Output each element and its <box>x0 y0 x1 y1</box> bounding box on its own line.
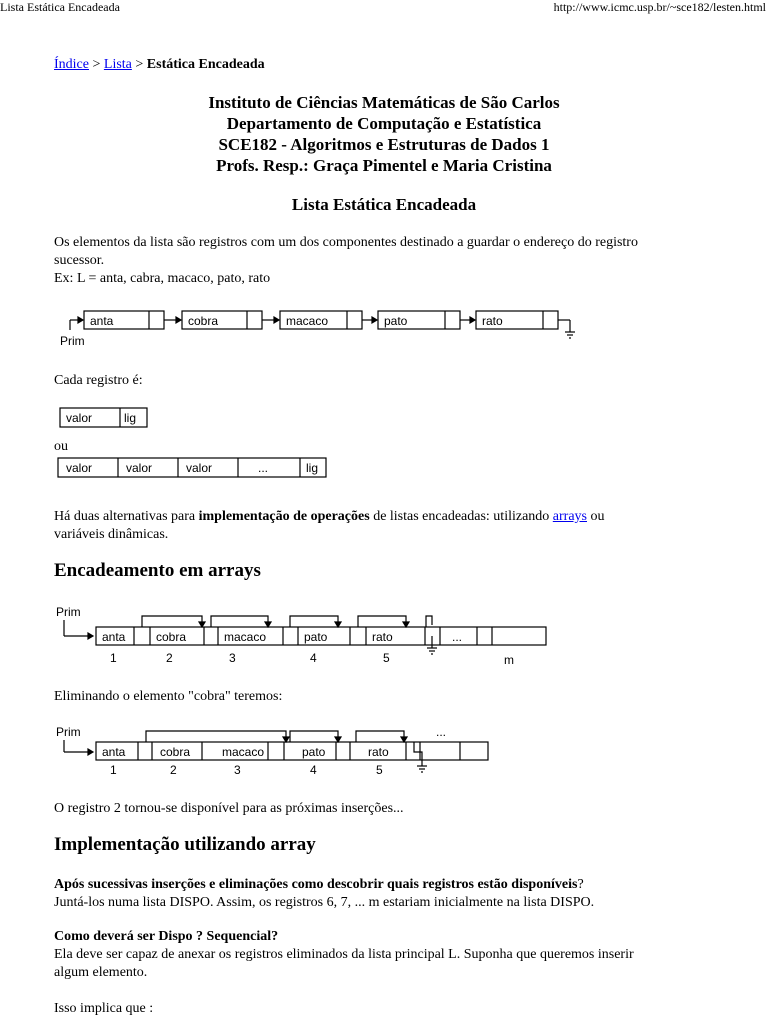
array-index: 3 <box>229 651 236 665</box>
question-2-line: Ela deve ser capaz de anexar os registros eliminados da lista principal L. Suponha que queremos inserir <box>54 947 634 962</box>
alternatives-text: ou <box>587 509 605 524</box>
linked-list-diagram <box>54 304 594 350</box>
breadcrumb-separator: > <box>131 57 147 72</box>
intro-paragraph <box>54 234 714 288</box>
array-cell: macaco <box>224 630 267 644</box>
array-index: 4 <box>310 651 317 665</box>
array-index: 3 <box>234 763 241 777</box>
implies-text: Isso implica que : <box>54 1001 154 1016</box>
array-index: 4 <box>310 763 317 777</box>
breadcrumb-index-link[interactable]: Índice <box>54 57 89 72</box>
heading-professors: Profs. Resp.: Graça Pimentel e Maria Cristina <box>216 156 552 175</box>
page-header-url: http://www.icmc.usp.br/~sce182/lesten.html <box>553 0 766 14</box>
institution-headings <box>54 92 714 176</box>
record-diagram-single <box>54 406 154 430</box>
array-cell: anta <box>102 630 126 644</box>
prim-label: Prim <box>56 605 81 619</box>
question-2 <box>54 928 714 982</box>
breadcrumb-separator: > <box>88 57 104 72</box>
array-cell: anta <box>102 745 126 759</box>
prim-label: Prim <box>56 725 81 739</box>
alternatives-text: de listas encadeadas: utilizando <box>369 509 553 524</box>
dots-label: ... <box>436 725 447 739</box>
array-cell: ... <box>452 630 463 644</box>
heading-course: SCE182 - Algoritmos e Estruturas de Dados 1 <box>218 135 550 154</box>
node-label: pato <box>384 314 408 328</box>
array-index: m <box>504 653 514 667</box>
page-header-title: Lista Estática Encadeada <box>0 0 120 14</box>
record-intro: Cada registro é: <box>54 373 143 388</box>
breadcrumb-current: Estática Encadeada <box>146 57 265 72</box>
array-cell: macaco <box>222 745 265 759</box>
alternatives-paragraph <box>54 508 714 544</box>
heading-institute: Instituto de Ciências Matemáticas de São Carlos <box>208 93 560 112</box>
node-label: macaco <box>286 314 329 328</box>
intro-line: sucessor. <box>54 253 105 268</box>
array-diagram-after-removal <box>54 722 554 784</box>
array-cell: cobra <box>156 630 187 644</box>
array-cell: rato <box>372 630 393 644</box>
record-cell: valor <box>66 411 93 425</box>
page-title: Lista Estática Encadeada <box>291 195 477 214</box>
alternatives-text: Há duas alternativas para <box>54 509 199 524</box>
record-cell: ... <box>258 461 269 475</box>
array-index: 1 <box>110 651 117 665</box>
section-heading-arrays: Encadeamento em arrays <box>54 560 261 581</box>
array-index: 5 <box>383 651 390 665</box>
register-available-text: O registro 2 tornou-se disponível para as próximas inserções... <box>54 801 404 816</box>
array-index: 5 <box>376 763 383 777</box>
array-cell: cobra <box>160 745 191 759</box>
question-2-line: algum elemento. <box>54 965 148 980</box>
array-diagram-full <box>54 600 554 670</box>
alternatives-text: variáveis dinâmicas. <box>54 527 169 542</box>
question-mark: ? <box>577 877 584 892</box>
intro-line: Os elementos da lista são registros com um dos componentes destinado a guardar o endereço do registro <box>54 235 638 250</box>
alternatives-bold: implementação de operações <box>198 509 370 524</box>
record-cell: valor <box>126 461 153 475</box>
record-cell: valor <box>186 461 213 475</box>
array-cell: pato <box>302 745 326 759</box>
array-index: 2 <box>170 763 177 777</box>
record-diagram-multi <box>54 456 334 480</box>
question-1 <box>54 876 714 912</box>
heading-department: Departamento de Computação e Estatística <box>226 114 542 133</box>
breadcrumb <box>54 56 265 74</box>
node-label: anta <box>90 314 114 328</box>
prim-label: Prim <box>60 334 85 348</box>
array-cell: pato <box>304 630 328 644</box>
record-cell: valor <box>66 461 93 475</box>
section-heading-implementation: Implementação utilizando array <box>54 834 316 855</box>
node-label: cobra <box>188 314 219 328</box>
question-2-bold: Como deverá ser Dispo ? Sequencial? <box>54 929 279 944</box>
array-index: 1 <box>110 763 117 777</box>
record-cell: lig <box>306 461 319 475</box>
intro-example: Ex: L = anta, cabra, macaco, pato, rato <box>54 271 271 286</box>
or-text: ou <box>54 439 68 454</box>
array-index: 2 <box>166 651 173 665</box>
arrays-link[interactable]: arrays <box>552 509 587 524</box>
question-1-answer: Juntá-los numa lista DISPO. Assim, os registros 6, 7, ... m estariam inicialmente na lista DISPO. <box>54 895 595 910</box>
node-label: rato <box>482 314 503 328</box>
breadcrumb-list-link[interactable]: Lista <box>103 57 132 72</box>
eliminating-text: Eliminando o elemento "cobra" teremos: <box>54 689 283 704</box>
question-1-bold: Após sucessivas inserções e eliminações como descobrir quais registros estão disponíveis <box>54 877 578 892</box>
record-cell: lig <box>124 411 137 425</box>
array-cell: rato <box>368 745 389 759</box>
